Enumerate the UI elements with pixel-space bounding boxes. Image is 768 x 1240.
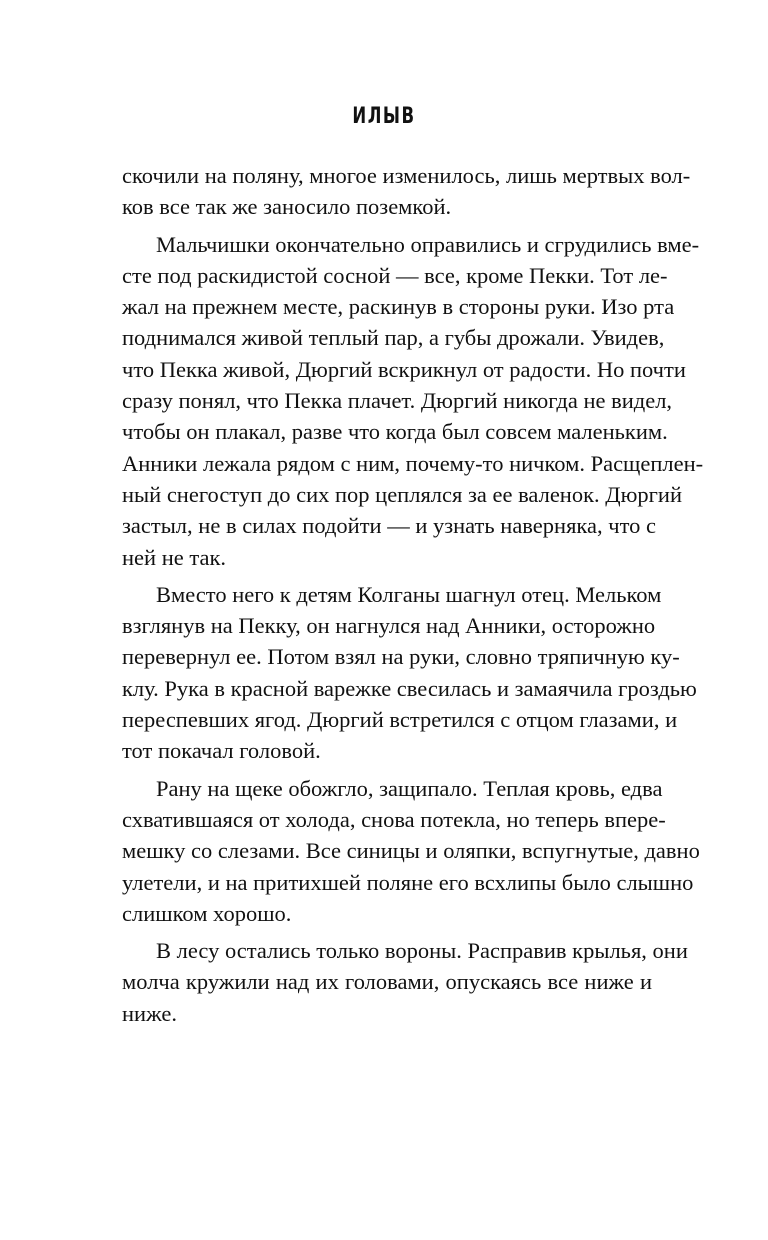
text-line: мешку со слезами. Все синицы и оляпки, вспугнутые, давно — [122, 838, 700, 864]
paragraph-3 — [122, 579, 697, 767]
text-line: переспевших ягод. Дюргий встретился с отцом глазами, и — [122, 707, 678, 733]
text-line: поднимался живой теплый пар, а губы дрожали. Увидев, — [122, 325, 665, 351]
text-line: чтобы он плакал, разве что когда был совсем маленьким. — [122, 419, 668, 445]
text-line: ниже. — [122, 1000, 177, 1026]
text-line: жал на прежнем месте, раскинув в стороны руки. Изо рта — [122, 294, 675, 320]
text-line: тот покачал головой. — [122, 738, 321, 764]
text-line: Мальчишки окончательно оправились и сгрудились вме- — [156, 231, 700, 257]
text-line: перевернул ее. Потом взял на руки, словно тряпичную ку- — [122, 644, 680, 670]
text-line: молча кружили над их головами, опускаясь все ниже и — [122, 969, 652, 995]
text-line: что Пекка живой, Дюргий вскрикнул от радости. Но почти — [122, 356, 686, 382]
text-line: взглянув на Пекку, он нагнулся над Анники, осторожно — [122, 613, 656, 639]
text-line: сразу понял, что Пекка плачет. Дюргий никогда не видел, — [122, 388, 673, 414]
text-line: клу. Рука в красной варежке свесилась и замаячила гроздью — [122, 675, 697, 701]
running-head: ИЛЫВ — [352, 104, 416, 129]
text-line: Рану на щеке обожгло, защипало. Теплая кровь, едва — [156, 775, 663, 801]
paragraph-5 — [122, 935, 688, 1029]
text-line: сте под раскидистой сосной — все, кроме Пекки. Тот ле- — [122, 262, 668, 288]
text-line: слишком хорошо. — [122, 900, 292, 926]
text-line: скочили на поляну, многое изменилось, лишь мертвых вол- — [122, 163, 691, 188]
paragraph-2 — [122, 229, 704, 573]
text-line: Анники лежала рядом с ним, почему-то ничком. Расщеплен- — [122, 450, 704, 476]
text-line: ней не так. — [122, 544, 226, 570]
paragraph-1 — [122, 160, 691, 223]
text-line: ный снегоступ до сих пор цеплялся за ее валенок. Дюргий — [122, 481, 682, 507]
body-text — [122, 160, 704, 1035]
text-line: застыл, не в силах подойти — и узнать наверняка, что с — [122, 513, 656, 539]
paragraph-4 — [122, 773, 700, 929]
text-line: ков все так же заносило поземкой. — [122, 194, 452, 220]
text-line: схватившаяся от холода, снова потекла, но теперь впере- — [122, 806, 666, 832]
text-line: В лесу остались только вороны. Расправив крылья, они — [156, 938, 688, 964]
text-line: улетели, и на притихшей поляне его всхлипы было слышно — [122, 869, 694, 895]
text-line: Вместо него к детям Колганы шагнул отец. Мельком — [156, 581, 662, 607]
